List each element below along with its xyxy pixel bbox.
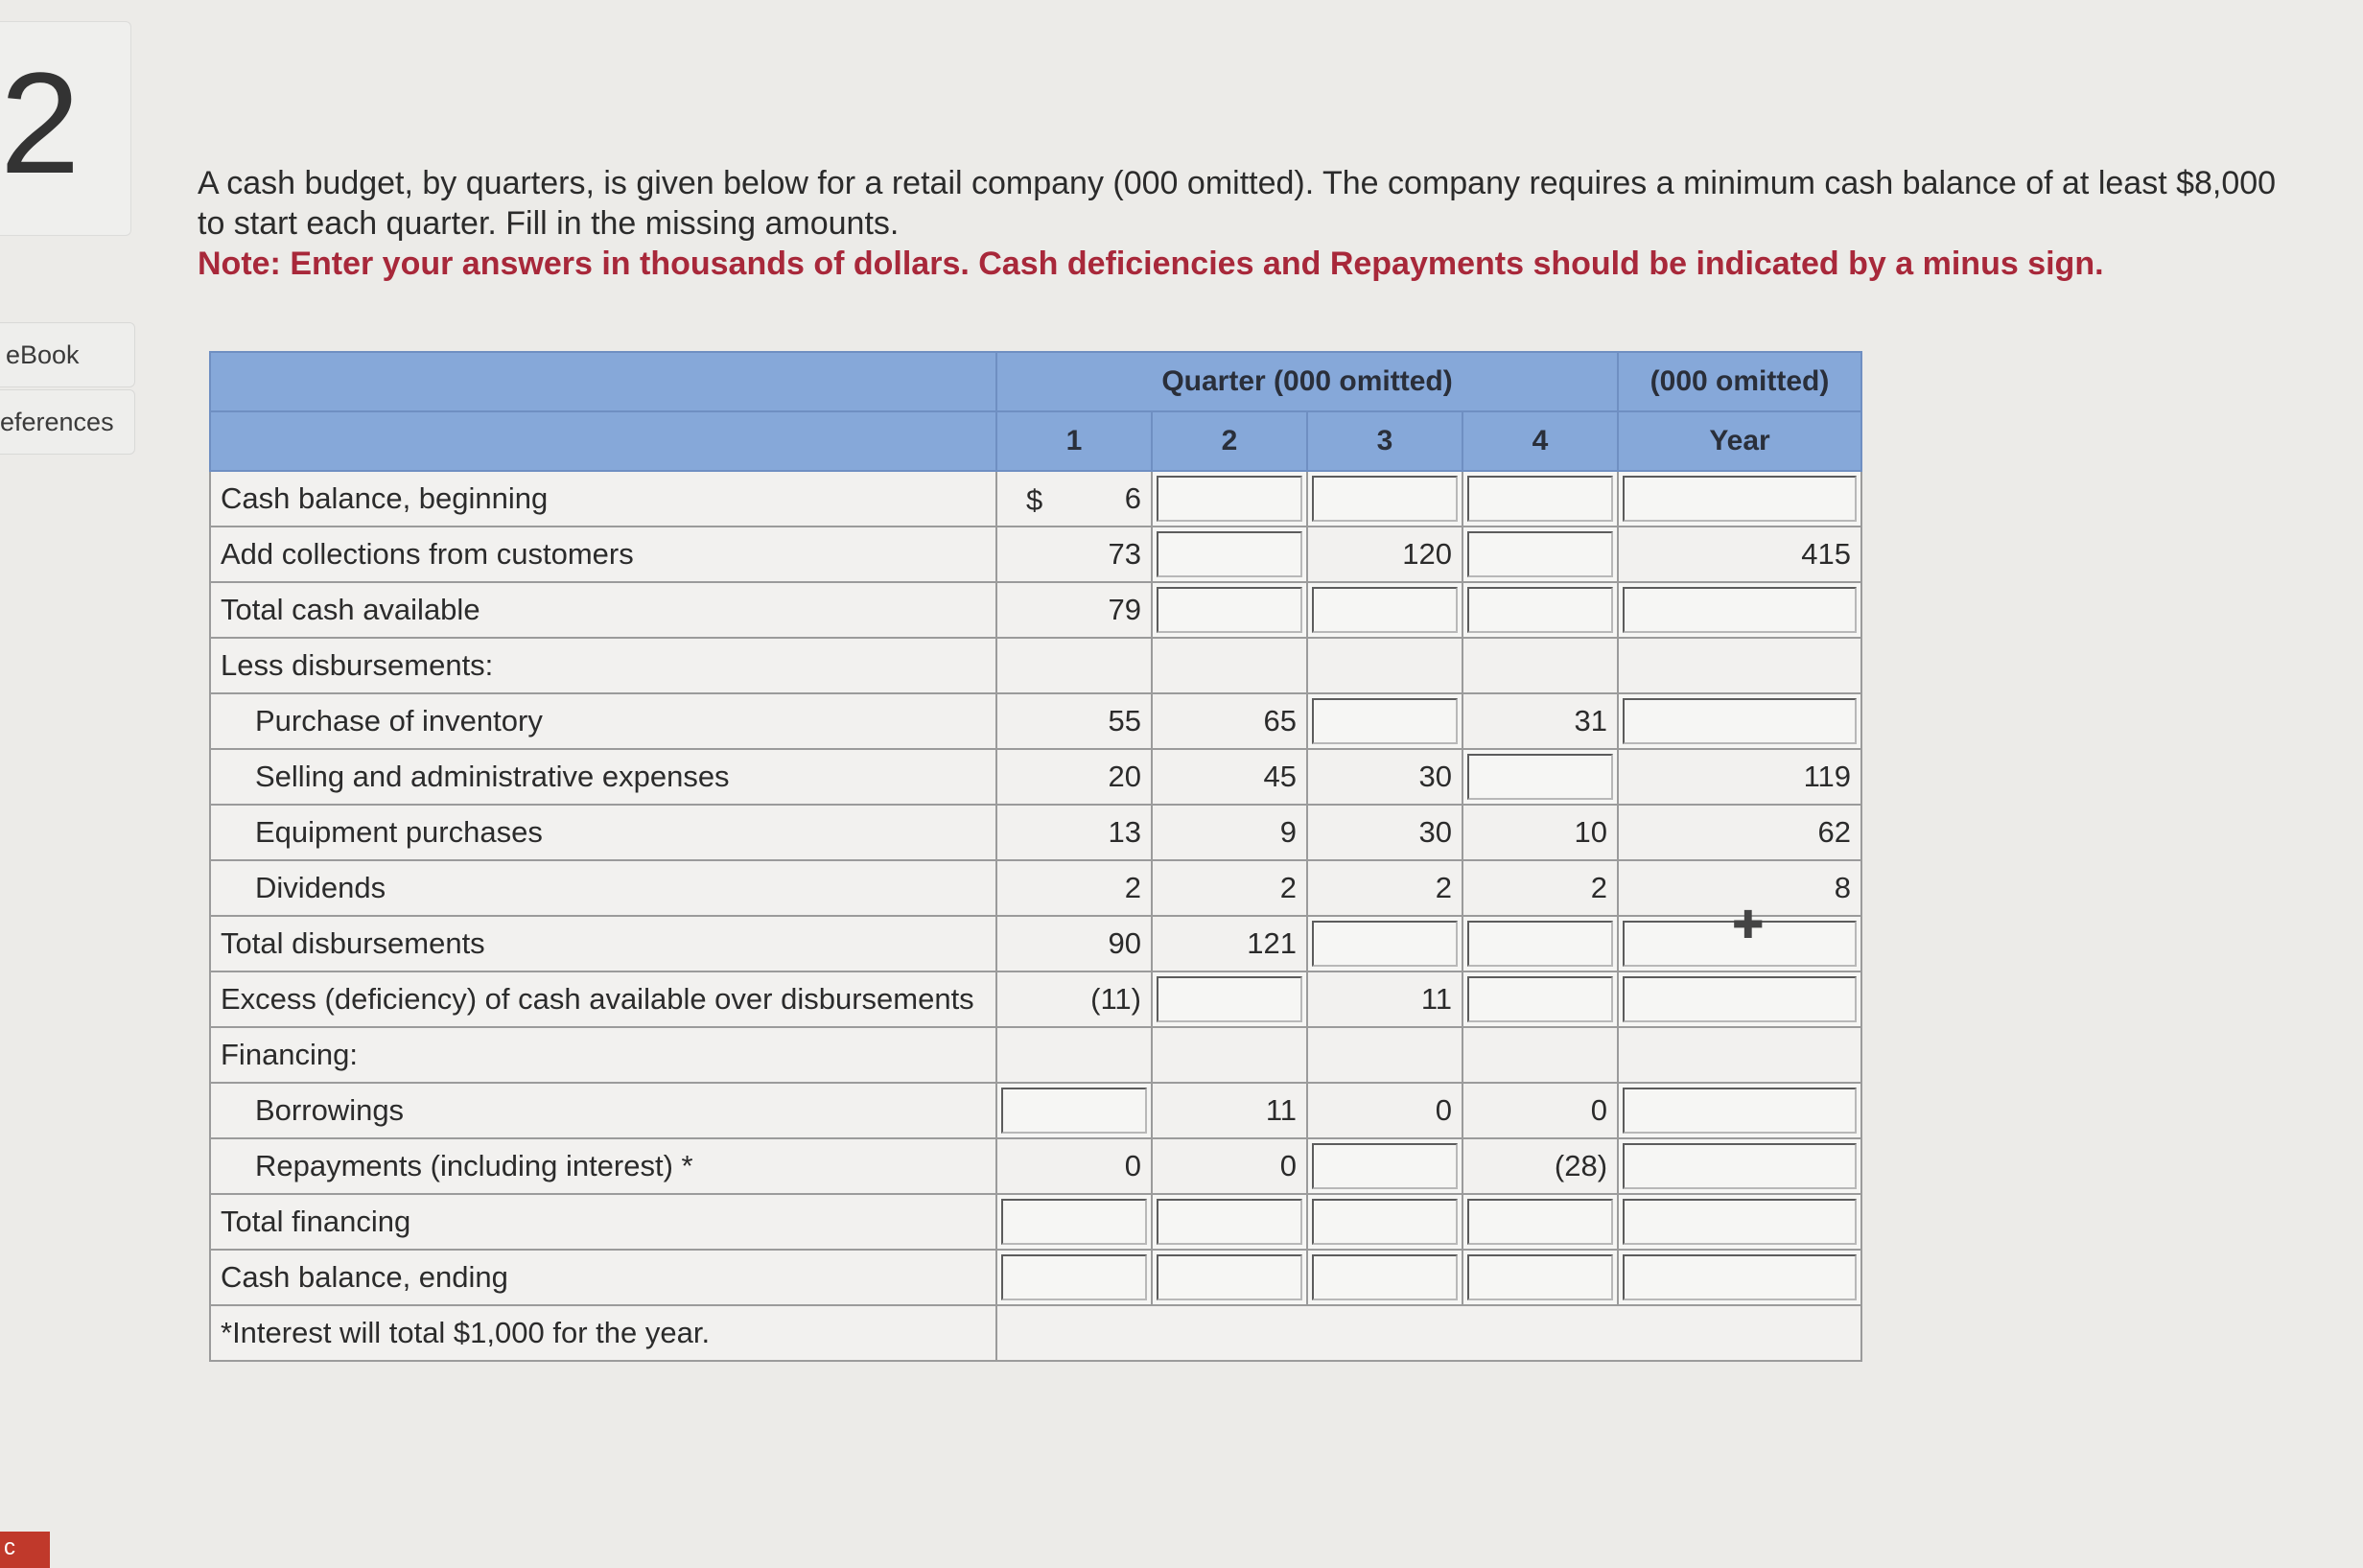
input-q2[interactable] [1152, 1250, 1307, 1305]
header-quarter-4: 4 [1462, 411, 1618, 471]
row-label: Equipment purchases [210, 805, 996, 860]
input-q4[interactable] [1462, 971, 1618, 1027]
cell-empty [1152, 638, 1307, 693]
cell-q2: 9 [1152, 805, 1307, 860]
cell-q1: 0 [996, 1138, 1152, 1194]
prompt-text: A cash budget, by quarters, is given below for a retail company (000 omitted). The company requires a minimum cash balance of at least $8,000 to start each quarter. Fill in the missing amounts. [198, 165, 2277, 242]
cell-q1: 13 [996, 805, 1152, 860]
cell-year: 62 [1618, 805, 1861, 860]
cell-q3: 0 [1307, 1083, 1462, 1138]
table-header-row [210, 352, 1861, 411]
table-row [210, 971, 1861, 1027]
question-prompt [198, 163, 2288, 284]
table-row [210, 1194, 1861, 1250]
cell-q3: 2 [1307, 860, 1462, 916]
cell-q2: 45 [1152, 749, 1307, 805]
cell-q2: 65 [1152, 693, 1307, 749]
footnote: *Interest will total $1,000 for the year. [210, 1305, 996, 1361]
question-number-panel [0, 21, 131, 236]
cell-year: 415 [1618, 527, 1861, 582]
input-q2[interactable] [1152, 1194, 1307, 1250]
cell-year: 8 [1618, 860, 1861, 916]
cell-q2: 2 [1152, 860, 1307, 916]
input-q3[interactable] [1307, 693, 1462, 749]
cell-q2: 121 [1152, 916, 1307, 971]
corner-badge-label: c [4, 1534, 15, 1560]
table-row [210, 1138, 1861, 1194]
cell-q3: 30 [1307, 805, 1462, 860]
input-q4[interactable] [1462, 1250, 1618, 1305]
input-year[interactable] [1618, 971, 1861, 1027]
input-q2[interactable] [1152, 471, 1307, 527]
input-year[interactable] [1618, 693, 1861, 749]
input-q4[interactable] [1462, 1194, 1618, 1250]
input-year[interactable] [1618, 1138, 1861, 1194]
input-q3[interactable] [1307, 1138, 1462, 1194]
table-footnote-row [210, 1305, 1861, 1361]
input-q3[interactable] [1307, 582, 1462, 638]
input-year[interactable] [1618, 471, 1861, 527]
row-label: Selling and administrative expenses [210, 749, 996, 805]
table-subheader-row [210, 411, 1861, 471]
cell-empty [1307, 638, 1462, 693]
cell-empty [1462, 1027, 1618, 1083]
cell-q3: 120 [1307, 527, 1462, 582]
input-q4[interactable] [1462, 527, 1618, 582]
row-label: Total financing [210, 1194, 996, 1250]
row-label: Total disbursements [210, 916, 996, 971]
cell-empty [996, 638, 1152, 693]
input-q2[interactable] [1152, 971, 1307, 1027]
table-row [210, 916, 1861, 971]
corner-badge[interactable] [0, 1532, 50, 1568]
references-tab[interactable] [0, 389, 135, 455]
cell-q4: 31 [1462, 693, 1618, 749]
cell-empty [996, 1027, 1152, 1083]
row-label: Borrowings [210, 1083, 996, 1138]
input-q4[interactable] [1462, 471, 1618, 527]
input-q3[interactable] [1307, 1194, 1462, 1250]
input-q1[interactable] [996, 1250, 1152, 1305]
input-year[interactable] [1618, 582, 1861, 638]
input-q3[interactable] [1307, 916, 1462, 971]
row-label: Financing: [210, 1027, 996, 1083]
cell-year: 119 [1618, 749, 1861, 805]
cell-q1: 73 [996, 527, 1152, 582]
input-year[interactable] [1618, 1083, 1861, 1138]
cell-q2: 11 [1152, 1083, 1307, 1138]
row-label: Total cash available [210, 582, 996, 638]
table-row [210, 860, 1861, 916]
cell-empty [1462, 638, 1618, 693]
cell-empty [1307, 1027, 1462, 1083]
header-year-group: (000 omitted) [1618, 352, 1861, 411]
row-label: Cash balance, beginning [210, 471, 996, 527]
cell-value: 6 [1124, 481, 1141, 515]
subheader-blank [210, 411, 996, 471]
input-year[interactable] [1618, 1194, 1861, 1250]
cell-q3: 30 [1307, 749, 1462, 805]
header-quarter-2: 2 [1152, 411, 1307, 471]
cell-empty [1152, 1027, 1307, 1083]
cell-q1: 20 [996, 749, 1152, 805]
cell-q1 [996, 471, 1152, 527]
input-q1[interactable] [996, 1083, 1152, 1138]
cell-q1: 79 [996, 582, 1152, 638]
table-row [210, 1083, 1861, 1138]
cell-empty [1618, 638, 1861, 693]
row-label: Less disbursements: [210, 638, 996, 693]
input-q2[interactable] [1152, 582, 1307, 638]
input-q3[interactable] [1307, 471, 1462, 527]
header-year: Year [1618, 411, 1861, 471]
prompt-note: Note: Enter your answers in thousands of dollars. Cash deficiencies and Repayments should be indicated by a minus sign. [198, 246, 2104, 282]
table-row [210, 805, 1861, 860]
input-q4[interactable] [1462, 749, 1618, 805]
row-label: Purchase of inventory [210, 693, 996, 749]
table-row [210, 693, 1861, 749]
header-quarter-1: 1 [996, 411, 1152, 471]
cell-q4: 2 [1462, 860, 1618, 916]
cell-q1: 2 [996, 860, 1152, 916]
question-number: 2 [0, 42, 81, 203]
header-blank [210, 352, 996, 411]
references-tab-label: eferences [0, 408, 114, 436]
cell-q4: (28) [1462, 1138, 1618, 1194]
table-row [210, 1250, 1861, 1305]
header-quarter-3: 3 [1307, 411, 1462, 471]
row-label: Dividends [210, 860, 996, 916]
cell-q3: 11 [1307, 971, 1462, 1027]
input-q1[interactable] [996, 1194, 1152, 1250]
cell-q1: 90 [996, 916, 1152, 971]
footnote-blank [996, 1305, 1861, 1361]
row-label: Add collections from customers [210, 527, 996, 582]
cell-q4: 0 [1462, 1083, 1618, 1138]
ebook-tab[interactable] [0, 322, 135, 387]
table-row [210, 471, 1861, 527]
row-label: Cash balance, ending [210, 1250, 996, 1305]
input-q4[interactable] [1462, 582, 1618, 638]
header-quarter: Quarter (000 omitted) [996, 352, 1618, 411]
cell-q1: 55 [996, 693, 1152, 749]
cell-empty [1618, 1027, 1861, 1083]
cell-q4: 10 [1462, 805, 1618, 860]
cash-budget-table [209, 351, 1862, 1362]
cell-q1: (11) [996, 971, 1152, 1027]
input-q4[interactable] [1462, 916, 1618, 971]
table-row [210, 638, 1861, 693]
cell-q2: 0 [1152, 1138, 1307, 1194]
row-label: Excess (deficiency) of cash available over disbursements [210, 971, 996, 1027]
input-q3[interactable] [1307, 1250, 1462, 1305]
cursor-crosshair-icon: ✚ [1732, 904, 1765, 947]
row-label: Repayments (including interest) * [210, 1138, 996, 1194]
table-row [210, 1027, 1861, 1083]
input-year[interactable] [1618, 1250, 1861, 1305]
dollar-sign: $ [1026, 483, 1043, 517]
table-row [210, 527, 1861, 582]
input-q2[interactable] [1152, 527, 1307, 582]
table-row [210, 582, 1861, 638]
ebook-tab-label: eBook [6, 340, 80, 369]
table-row [210, 749, 1861, 805]
